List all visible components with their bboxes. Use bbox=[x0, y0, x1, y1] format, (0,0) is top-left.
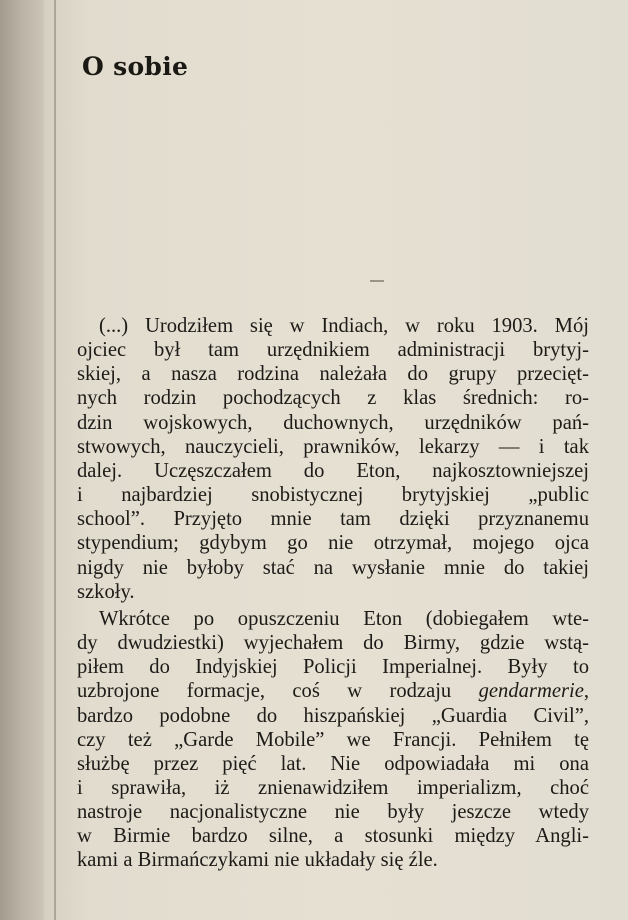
text-line: kami a Birmańczykami nie układały się źle. bbox=[77, 849, 438, 872]
text-line: Wkrótce po opuszczeniu Eton (dobiegałem wte- bbox=[99, 607, 589, 630]
text-segment: uzbrojone formacje, coś w rodzaju bbox=[77, 680, 479, 703]
page-fold-line bbox=[54, 0, 56, 920]
text-line: skiej, a nasza rodzina należała do grupy przecięt- bbox=[77, 363, 589, 386]
text-line: czy też „Garde Mobile” we Francji. Pełniłem tę bbox=[77, 728, 589, 751]
text-line: służbę przez pięć lat. Nie odpowiadała mi ona bbox=[77, 752, 589, 775]
print-mark bbox=[370, 280, 384, 282]
text-line: i najbardziej snobistycznej brytyjskiej „public bbox=[77, 484, 589, 507]
text-line: (...) Urodziłem się w Indiach, w roku 1903. Mój bbox=[99, 315, 589, 337]
paragraph-1 bbox=[77, 314, 589, 604]
paragraph-2 bbox=[77, 607, 589, 873]
text-line: w Birmie bardzo silne, a stosunki między Angli- bbox=[77, 825, 589, 848]
italic-term: gendarmerie bbox=[478, 680, 584, 703]
text-line: stwowych, nauczycieli, prawników, lekarzy — i tak bbox=[77, 435, 589, 458]
text-line: dzin wojskowych, duchownych, urzędników pań- bbox=[77, 411, 589, 434]
text-line: school”. Przyjęto mnie tam dzięki przyznanemu bbox=[77, 508, 589, 531]
text-line: bardzo podobne do hiszpańskiej „Guardia Civil”, bbox=[77, 704, 589, 727]
text-line: szkoły. bbox=[77, 580, 135, 603]
text-line: nigdy nie byłoby stać na wysłanie mnie do takiej bbox=[77, 556, 589, 579]
text-segment: , bbox=[583, 680, 589, 703]
text-line: stypendium; gdybym go nie otrzymał, mojego ojca bbox=[77, 532, 589, 555]
body-text bbox=[77, 314, 589, 873]
text-line: nych rodzin pochodzących z klas średnich: ro- bbox=[77, 387, 589, 410]
text-line: nastroje nacjonalistyczne nie były jeszcze wtedy bbox=[77, 801, 589, 824]
text-line-with-italic bbox=[77, 679, 589, 703]
chapter-title: O sobie bbox=[82, 52, 189, 81]
text-line: ojciec był tam urzędnikiem administracji brytyj- bbox=[77, 339, 589, 362]
text-line: piłem do Indyjskiej Policji Imperialnej. Były to bbox=[77, 656, 589, 679]
text-line: dy dwudziestki) wyjechałem do Birmy, gdzie wstą- bbox=[77, 632, 589, 655]
text-line: i sprawiła, iż znienawidziłem imperializm, choć bbox=[77, 776, 589, 799]
text-line: dalej. Uczęszczałem do Eton, najkosztowniejszej bbox=[77, 459, 589, 482]
